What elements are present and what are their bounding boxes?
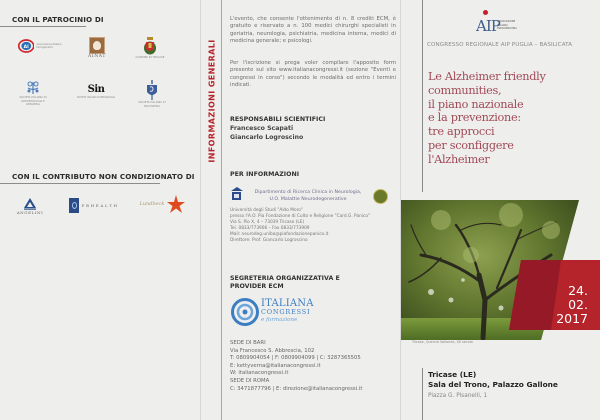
title-rule [422,0,423,192]
info-line: Via S. Pio X, 4 – 73039 Tricase (LE) [230,219,305,225]
info-line: Università degli Studi "Aldo Moro" [230,208,303,213]
date-day: 24. [568,283,588,298]
aip-patronage-caption: Associazione Italiana Psicogeriatria [36,42,62,49]
vertical-title-text: INFORMAZIONI GENERALI [207,39,217,163]
info-contact-block [230,208,400,243]
comune-tricase-crest-icon [125,33,175,63]
info-heading: PER INFORMAZIONI [230,171,300,178]
patronage-heading: CON IL PATROCINIO DI [12,15,104,24]
fb-health-caption: F B H E A L T H [81,202,118,208]
aip-patronage-logo-icon [18,35,68,57]
secretariat-contact-block [230,340,400,393]
sin-mark: Sin [87,83,105,95]
fb-health-logo-icon [63,195,123,215]
general-info-panel [200,0,400,420]
vertical-divider [221,0,222,420]
university-logo-icon [231,186,243,200]
info-line: presso l'A.O. Pia Fondazione di Culto e Religione "Card.G. Panico" [230,213,370,219]
title-line: Le Alzheimer friendly [428,70,546,83]
general-info-vertical-title [205,16,219,186]
venue-rule [422,368,423,420]
foundation-seal-icon [373,189,388,204]
title-line: per sconfiggere [428,138,514,152]
sin-logo-icon [72,82,120,102]
intro-paragraph-1: L'evento, che consente l'ottenimento di n. 8 crediti ECM, è gratuito e riservato a n. 100 medici chirurghi specialisti in geriatria, neurologia, psichiatria, medicina interna, medici di medicina generale; e psicologi. [230,16,396,45]
comune-tricase-caption: COMUNE DI TRICASE [135,54,165,59]
department-line: Dipartimento di Ricerca Clinica in Neurologia, [254,190,362,195]
angelini-caption: ANGELINI [16,209,44,215]
svg-text:AI: AI [23,44,29,50]
contact-line: T: 0809904054 | F: 0809904099 | C: 3287365505 [230,355,361,362]
department-line: U.O. Malattie Neurodegenerative [269,196,347,202]
italiana-congressi-logo-icon [231,297,321,327]
sponsors-heading: CON IL CONTRIBUTO NON CONDIZIONATO DI [12,172,195,181]
sponsors-rule [0,183,160,184]
lundbeck-logo-icon [135,192,191,216]
logo-word-formazione: e formazione [261,317,298,323]
aip-association-logo-icon [476,10,523,34]
contact-line: Via Francesco S. Abbrescia, 102 [230,347,315,354]
contact-line: SEDE DI BARI [230,340,266,346]
contact-line: E: kettyverna@italianacongressi.it [230,362,321,369]
info-line: Direttore: Prof. Giancarlo Logroscino [230,237,308,243]
patronage-panel [0,0,200,420]
title-line: il piano nazionale [428,97,524,111]
photo-caption: Tricase, Quercia Vallonea, XII secolo [412,340,473,344]
intro-paragraph-2: Per l'iscrizione si prega voler compilare l'apposito form presente sul sito www.italianacongressi.it (sezione "Eventi e congressi in corso") secondo le modalità ed entro i termini indicati. [230,60,396,89]
date-year: 2017 [556,311,588,326]
sin-caption: SOCIETÀ ITALIANA DI NEUROLOGIA [76,95,116,99]
contact-line: C: 3471877796 | E: direzione@italianacongressi.it [230,385,363,392]
lundbeck-caption: Lundbeck [139,201,165,207]
event-date [556,284,588,326]
venue-address: Piazza G. Pisanelli, 1 [428,393,488,399]
title-line: communities, [428,83,502,97]
sigg-logo-icon [14,78,52,110]
scientific-heading: RESPONSABILI SCIENTIFICI [230,116,326,123]
scientist-name: Giancarlo Logroscino [230,134,304,141]
date-month: 02. [568,297,588,312]
secretariat-heading [230,275,340,291]
cover-panel [400,0,600,420]
info-line: Tel. 0833/773906 – Fax 0833/773909 [230,225,310,231]
title-line: tre approcci [428,125,495,139]
title-line: e la prevenzione: [428,111,521,125]
scientist-name: Francesco Scapati [230,125,294,132]
venue-block [428,370,558,390]
info-line: Mail: neurodeg.uniba@piafondazionepanico.it [230,231,329,237]
aip-logo-dot [483,10,488,15]
sip-logo-icon [133,76,171,112]
logo-word-italiana: ITALIANA [261,298,314,309]
logo-word-congressi: CONGRESSI [261,308,311,316]
sip-caption: SOCIETÀ ITALIANA DI PSICHIATRIA [138,101,166,108]
secretariat-heading-line: SEGRETERIA ORGANIZZATIVA E [230,275,340,282]
patronage-rule [0,26,86,27]
aip-logo-mark: AIP [476,17,500,35]
venue-city: Tricase (LE) [428,370,477,379]
secretariat-heading-line: PROVIDER ECM [230,283,284,290]
department-block [253,190,363,203]
aip-logo-caption: ASSOCIAZIONE ITALIANA PSICOGERIATRIA [497,20,517,30]
sigg-caption: SOCIETÀ ITALIANA DI GERONTOLOGIA E GERIATRIA [19,96,47,107]
title-line: l'Alzheimer [428,152,490,166]
contact-line: SEDE DI ROMA [230,377,270,384]
venue-hall: Sala del Trono, Palazzo Gallone [428,380,558,389]
angelini-logo-icon [10,193,50,219]
ainat-logo-icon [82,33,112,63]
ainat-caption: AINAT [88,54,106,59]
congress-label: CONGRESSO REGIONALE AIP PUGLIA – BASILICATA [427,42,573,48]
starfish-icon [166,194,186,214]
contact-line: W: italianacongressi.it [230,370,289,377]
event-title [428,70,600,167]
